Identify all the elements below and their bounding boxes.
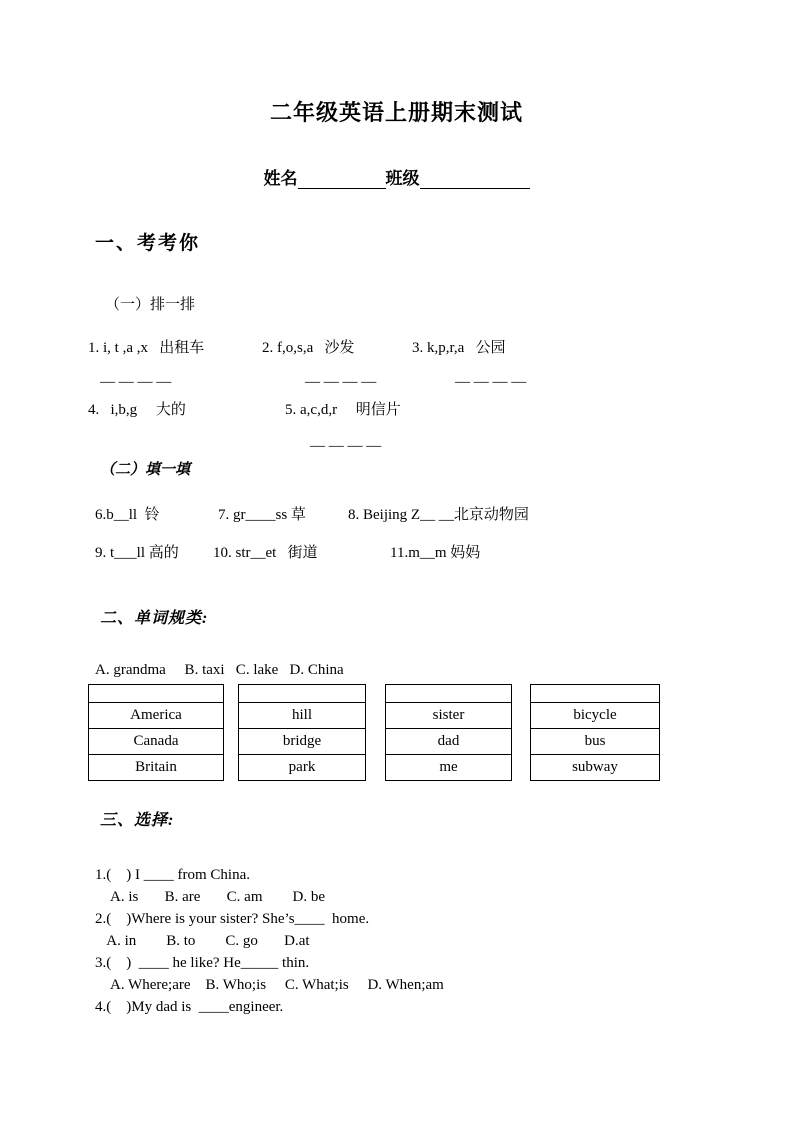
name-blank [298, 171, 386, 189]
table3-cell: dad [386, 729, 512, 755]
table3-header-cell [386, 685, 512, 703]
answer-blank-dashes: — — — — [100, 374, 172, 390]
answer-blank-dashes: — — — — [305, 374, 377, 390]
fill-item-7: 7. gr____ss 草 [218, 507, 306, 523]
classification-table-3 [385, 684, 512, 781]
name-label: 姓名 [263, 169, 298, 188]
table4-cell: subway [531, 755, 660, 781]
classification-options-line: A. grandma B. taxi C. lake D. China [95, 662, 344, 678]
table1-cell: Britain [89, 755, 224, 781]
answer-blank-dashes: — — — — [310, 438, 382, 454]
table2-cell: hill [239, 703, 366, 729]
part2-heading: （二）填一填 [100, 462, 191, 478]
table1-header-cell [89, 685, 224, 703]
table4-cell: bus [531, 729, 660, 755]
answer-options-line-3: A. Where;are B. Who;is C. What;is D. When;am [95, 977, 444, 993]
answer-dash-row-2 [0, 436, 793, 456]
fill-item-11: 11.m__m 妈妈 [390, 545, 481, 561]
answer-dash-row-1 [0, 372, 793, 392]
classification-table-2 [238, 684, 366, 781]
table2-cell: bridge [239, 729, 366, 755]
question-line-2: 2.( )Where is your sister? She’s____ home. [95, 911, 370, 927]
table1-cell: America [89, 703, 224, 729]
table2-cell: park [239, 755, 366, 781]
question-line-3: 3.( ) ____ he like? He_____ thin. [95, 955, 310, 971]
arrange-items-row-1 [0, 338, 793, 358]
answer-blank-dashes: — — — — [455, 374, 527, 390]
fill-item-9: 9. t___ll 高的 [95, 545, 179, 561]
class-blank [420, 171, 530, 189]
fill-items-row-2 [0, 543, 793, 563]
answer-options-line-1: A. is B. are C. am D. be [95, 889, 325, 905]
section1-heading: 一、考考你 [95, 233, 201, 254]
arrange-item-1: 1. i, t ,a ,x 出租车 [88, 340, 205, 356]
fill-item-6: 6.b__ll 铃 [95, 507, 160, 523]
arrange-items-row-2 [0, 400, 793, 420]
arrange-item-2: 2. f,o,s,a 沙发 [262, 340, 355, 356]
class-label: 班级 [385, 169, 420, 188]
answer-options-line-2: A. in B. to C. go D.at [95, 933, 310, 949]
section3-heading: 三、选择: [100, 812, 175, 829]
table3-cell: sister [386, 703, 512, 729]
question-line-4: 4.( )My dad is ____engineer. [95, 999, 284, 1015]
table4-header-cell [531, 685, 660, 703]
fill-item-8: 8. Beijing Z__ __北京动物园 [348, 507, 529, 523]
arrange-item-3: 3. k,p,r,a 公园 [412, 340, 506, 356]
question-line-1: 1.( ) I ____ from China. [95, 867, 250, 883]
part1-heading: （一）排一排 [105, 297, 196, 313]
arrange-item-4: 4. i,b,g 大的 [88, 402, 186, 418]
name-class-line [0, 167, 793, 189]
classification-tables [88, 684, 793, 781]
fill-items-row-1 [0, 505, 793, 525]
fill-item-10: 10. str__et 街道 [213, 545, 318, 561]
classification-table-4 [530, 684, 660, 781]
classification-table-1 [88, 684, 224, 781]
arrange-item-5: 5. a,c,d,r 明信片 [285, 402, 401, 418]
table3-cell: me [386, 755, 512, 781]
section2-heading: 二、单词规类: [100, 610, 209, 627]
table1-cell: Canada [89, 729, 224, 755]
exam-title: 二年级英语上册期末测试 [269, 100, 523, 125]
multiple-choice-questions [95, 864, 793, 1018]
table4-cell: bicycle [531, 703, 660, 729]
table2-header-cell [239, 685, 366, 703]
